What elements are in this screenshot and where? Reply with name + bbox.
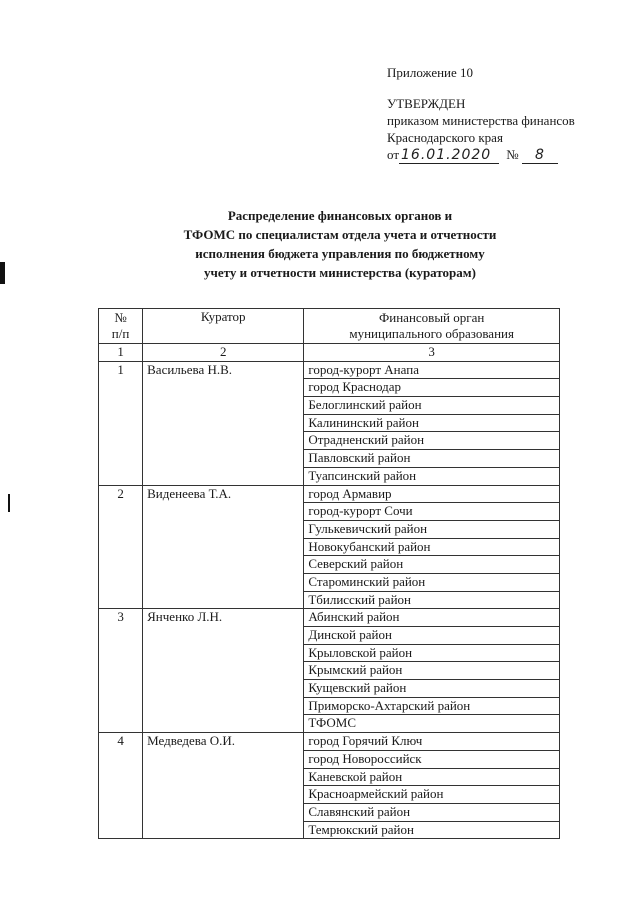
- financial-organ: Староминский район: [304, 573, 560, 591]
- financial-organ: Каневской район: [304, 768, 560, 786]
- column-number: 1: [99, 344, 143, 362]
- financial-organ: Туапсинский район: [304, 467, 560, 485]
- row-number: 1: [99, 361, 143, 485]
- document-title: [140, 206, 540, 282]
- financial-organ: Красноармейский район: [304, 786, 560, 804]
- financial-organ: Крыловской район: [304, 644, 560, 662]
- curator-name: Медведева О.И.: [143, 733, 304, 839]
- order-line-1: приказом министерства финансов: [387, 113, 575, 128]
- financial-organ: город Новороссийск: [304, 750, 560, 768]
- order-date-line: [387, 146, 575, 164]
- financial-organ: город-курорт Сочи: [304, 503, 560, 521]
- column-number: 3: [304, 344, 560, 362]
- financial-organ: Гулькевичский район: [304, 520, 560, 538]
- financial-organ: Павловский район: [304, 450, 560, 468]
- table-row: [99, 609, 560, 627]
- financial-organ: город Краснодар: [304, 379, 560, 397]
- financial-organ: Северский район: [304, 556, 560, 574]
- number-prefix: №: [506, 147, 519, 162]
- table-row: [99, 733, 560, 751]
- column-number: 2: [143, 344, 304, 362]
- row-number: 2: [99, 485, 143, 609]
- header-curator: Куратор: [143, 309, 304, 344]
- financial-organ: Новокубанский район: [304, 538, 560, 556]
- scan-mark: [8, 494, 10, 512]
- order-line-2: Краснодарского края: [387, 130, 503, 145]
- financial-organ: Крымский район: [304, 662, 560, 680]
- financial-organ: Славянский район: [304, 803, 560, 821]
- financial-organ: город-курорт Анапа: [304, 361, 560, 379]
- financial-organ: Динской район: [304, 627, 560, 645]
- scan-mark: [0, 262, 5, 284]
- financial-organ: Белоглинский район: [304, 397, 560, 415]
- header-organ: Финансовый орган муниципального образования: [304, 309, 560, 344]
- order-number: 8: [522, 148, 558, 164]
- table-header-row: [99, 309, 560, 344]
- curator-name: Васильева Н.В.: [143, 361, 304, 485]
- approval-stamp: [387, 64, 575, 164]
- title-line-1: Распределение финансовых органов и: [227, 208, 453, 223]
- curator-name: Виденеева Т.А.: [143, 485, 304, 609]
- title-line-3: исполнения бюджета управления по бюджетному: [195, 246, 485, 261]
- title-line-2: ТФОМС по специалистам отдела учета и отчетности: [183, 227, 497, 242]
- curator-name: Янченко Л.Н.: [143, 609, 304, 733]
- financial-organ: Тбилисский район: [304, 591, 560, 609]
- distribution-table: [98, 308, 560, 839]
- financial-organ: город Горячий Ключ: [304, 733, 560, 751]
- approved-label: УТВЕРЖДЕН: [387, 96, 466, 111]
- financial-organ: город Армавир: [304, 485, 560, 503]
- financial-organ: Абинский район: [304, 609, 560, 627]
- order-date: 16.01.2020: [399, 148, 499, 164]
- row-number: 4: [99, 733, 143, 839]
- appendix-label: Приложение 10: [387, 65, 474, 80]
- table-row: [99, 361, 560, 379]
- financial-organ: Приморско-Ахтарский район: [304, 697, 560, 715]
- title-line-4: учету и отчетности министерства (кураторам): [204, 265, 476, 280]
- financial-organ: Темрюкский район: [304, 821, 560, 839]
- financial-organ: Калининский район: [304, 414, 560, 432]
- financial-organ: Кущевский район: [304, 680, 560, 698]
- financial-organ: Отрадненский район: [304, 432, 560, 450]
- row-number: 3: [99, 609, 143, 733]
- date-prefix: от: [387, 147, 400, 162]
- financial-organ: ТФОМС: [304, 715, 560, 733]
- column-number-row: [99, 344, 560, 362]
- header-number: № п/п: [99, 309, 143, 344]
- table-row: [99, 485, 560, 503]
